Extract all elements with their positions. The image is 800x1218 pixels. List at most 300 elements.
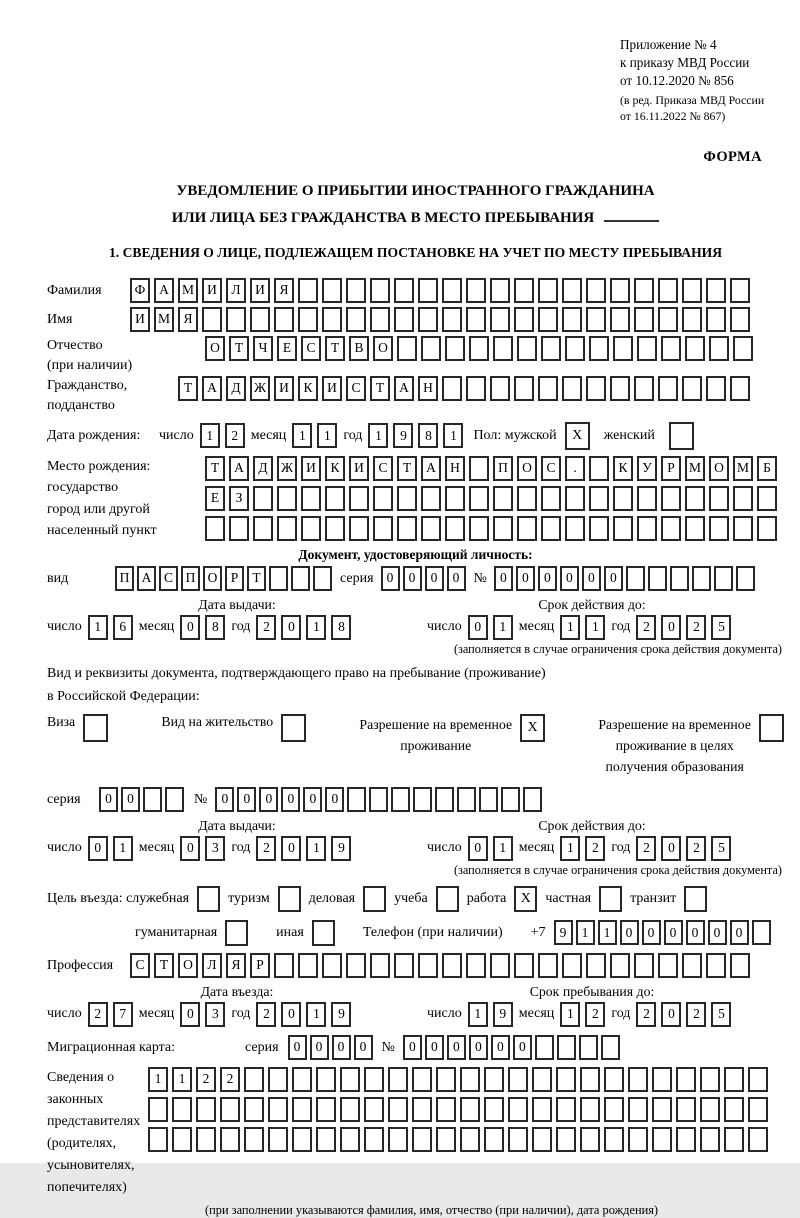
- valid-until-heading: Срок действия до:: [538, 596, 646, 612]
- char-cell: [466, 376, 486, 401]
- day-label: число: [159, 427, 194, 443]
- issue-day-cells: [88, 615, 133, 640]
- char-cell: И: [322, 376, 342, 401]
- char-cell: 1: [560, 1002, 580, 1027]
- identity-dates-headings: [47, 597, 784, 613]
- char-cell: [736, 566, 755, 591]
- char-cell: С: [159, 566, 178, 591]
- char-cell: 1: [443, 423, 463, 448]
- char-cell: 0: [281, 615, 301, 640]
- char-cell: [730, 307, 750, 332]
- char-cell: [369, 787, 388, 812]
- char-cell: [250, 307, 270, 332]
- char-cell: 1: [493, 836, 513, 861]
- char-cell: [538, 376, 558, 401]
- char-cell: 1: [113, 836, 133, 861]
- char-cell: 1: [148, 1067, 168, 1092]
- purpose-private-checkbox: [599, 886, 622, 912]
- page-title: [47, 178, 784, 232]
- char-cell: Ч: [253, 336, 273, 361]
- char-cell: [706, 278, 726, 303]
- char-cell: 1: [292, 423, 312, 448]
- char-cell: [370, 278, 390, 303]
- char-cell: [394, 278, 414, 303]
- char-cell: [523, 787, 542, 812]
- char-cell: [541, 486, 561, 511]
- char-cell: [493, 336, 513, 361]
- char-cell: [349, 486, 369, 511]
- char-cell: [586, 376, 606, 401]
- char-cell: 7: [113, 1002, 133, 1027]
- phone-label: Телефон (при наличии): [362, 924, 503, 940]
- char-cell: [292, 1097, 312, 1122]
- char-cell: [517, 336, 537, 361]
- appendix-line: от 10.12.2020 № 856: [620, 72, 734, 88]
- doc-series-label: серия: [340, 570, 374, 586]
- char-cell: [652, 1067, 672, 1092]
- char-cell: 0: [661, 615, 681, 640]
- char-cell: [442, 307, 462, 332]
- char-cell: [565, 516, 585, 541]
- purpose-humanitarian-label: гуманитарная: [135, 924, 218, 940]
- char-cell: [316, 1127, 336, 1152]
- surname-label: Фамилия: [47, 282, 102, 298]
- profession-row: [47, 953, 784, 978]
- char-cell: [277, 516, 297, 541]
- char-cell: [538, 307, 558, 332]
- char-cell: И: [301, 456, 321, 481]
- char-cell: [325, 486, 345, 511]
- purpose-work-checkbox: X: [514, 886, 537, 912]
- birthplace-row3-cells: [205, 516, 777, 541]
- char-cell: [580, 1097, 600, 1122]
- char-cell: О: [205, 336, 225, 361]
- char-cell: 0: [469, 1035, 488, 1060]
- char-cell: И: [202, 278, 222, 303]
- entry-day-cells: [88, 1002, 133, 1027]
- char-cell: З: [229, 486, 249, 511]
- char-cell: [253, 486, 273, 511]
- char-cell: М: [685, 456, 705, 481]
- title-line-2: ИЛИ ЛИЦА БЕЗ ГРАЖДАНСТВА В МЕСТО ПРЕБЫВАНИЯ: [47, 205, 784, 232]
- phone-cells: [554, 920, 771, 945]
- char-cell: О: [203, 566, 222, 591]
- char-cell: 9: [493, 1002, 513, 1027]
- char-cell: 0: [661, 1002, 681, 1027]
- char-cell: [757, 486, 777, 511]
- char-cell: К: [613, 456, 633, 481]
- purpose-business-label: деловая: [308, 890, 356, 906]
- char-cell: [556, 1127, 576, 1152]
- char-cell: [397, 486, 417, 511]
- char-cell: 1: [493, 615, 513, 640]
- char-cell: [709, 336, 729, 361]
- title-underline: [604, 207, 659, 222]
- identity-doc-row: [47, 566, 784, 591]
- char-cell: [148, 1097, 168, 1122]
- char-cell: [322, 953, 342, 978]
- char-cell: [514, 376, 534, 401]
- birthplace-label: Место рождения: государство город или другой населенный пункт: [47, 458, 157, 539]
- char-cell: П: [115, 566, 134, 591]
- char-cell: [634, 376, 654, 401]
- char-cell: [325, 516, 345, 541]
- char-cell: М: [154, 307, 174, 332]
- char-cell: [637, 516, 657, 541]
- phone-prefix: +7: [530, 924, 546, 940]
- char-cell: [724, 1067, 744, 1092]
- char-cell: [562, 953, 582, 978]
- char-cell: [418, 307, 438, 332]
- char-cell: В: [349, 336, 369, 361]
- char-cell: Н: [418, 376, 438, 401]
- residence-permit-label: Вид на жительство: [161, 713, 274, 729]
- char-cell: [565, 486, 585, 511]
- char-cell: [370, 307, 390, 332]
- char-cell: [676, 1067, 696, 1092]
- char-cell: 0: [516, 566, 535, 591]
- char-cell: 9: [331, 1002, 351, 1027]
- birthplace-row2-cells: [205, 486, 777, 511]
- char-cell: Л: [226, 278, 246, 303]
- purpose-transit-label: транзит: [630, 890, 677, 906]
- patronymic-cells: [205, 336, 753, 361]
- char-cell: 0: [468, 836, 488, 861]
- char-cell: [388, 1127, 408, 1152]
- char-cell: [601, 1035, 620, 1060]
- char-cell: А: [202, 376, 222, 401]
- identity-issue-date: число 1 6 месяц 0 8 год 2 0 1 8: [47, 615, 351, 640]
- char-cell: [604, 1097, 624, 1122]
- char-cell: [628, 1097, 648, 1122]
- birth-year-cells: [368, 423, 463, 448]
- char-cell: 0: [281, 1002, 301, 1027]
- title-line-1: УВЕДОМЛЕНИЕ О ПРИБЫТИИ ИНОСТРАННОГО ГРАЖДАНИНА: [176, 182, 655, 199]
- char-cell: [514, 307, 534, 332]
- char-cell: 2: [88, 1002, 108, 1027]
- identity-validity-note: (заполняется в случае ограничения срока действия документа): [453, 641, 782, 656]
- temp-residence-option: [359, 714, 545, 757]
- char-cell: [538, 278, 558, 303]
- char-cell: 1: [560, 615, 580, 640]
- identity-valid-date: число 0 1 месяц 1 1 год 2 0 2 5: [427, 615, 731, 640]
- char-cell: [196, 1127, 216, 1152]
- char-cell: О: [178, 953, 198, 978]
- char-cell: [172, 1097, 192, 1122]
- char-cell: Б: [757, 456, 777, 481]
- char-cell: [658, 307, 678, 332]
- entry-purpose-row-1: [47, 886, 784, 912]
- char-cell: [730, 376, 750, 401]
- char-cell: [589, 516, 609, 541]
- permit-issue-date: число 0 1 месяц 0 3 год 2 0 1 9: [47, 836, 351, 861]
- char-cell: [397, 516, 417, 541]
- char-cell: [274, 307, 294, 332]
- char-cell: [661, 336, 681, 361]
- stay-year-cells: [636, 1002, 731, 1027]
- char-cell: [493, 486, 513, 511]
- char-cell: [268, 1097, 288, 1122]
- char-cell: 2: [225, 423, 245, 448]
- char-cell: [436, 1067, 456, 1092]
- char-cell: К: [325, 456, 345, 481]
- char-cell: [752, 920, 771, 945]
- char-cell: 0: [281, 787, 300, 812]
- char-cell: [418, 953, 438, 978]
- stay-day-cells: [468, 1002, 513, 1027]
- char-cell: И: [274, 376, 294, 401]
- char-cell: 8: [418, 423, 438, 448]
- char-cell: [724, 1127, 744, 1152]
- valid-year-cells: [636, 615, 731, 640]
- char-cell: [220, 1127, 240, 1152]
- profession-cells: [130, 953, 750, 978]
- char-cell: [658, 376, 678, 401]
- char-cell: [661, 516, 681, 541]
- char-cell: [748, 1127, 768, 1152]
- citizenship-label: Гражданство, подданство: [47, 377, 128, 413]
- char-cell: 2: [686, 1002, 706, 1027]
- char-cell: [220, 1097, 240, 1122]
- char-cell: А: [394, 376, 414, 401]
- char-cell: 8: [205, 615, 225, 640]
- amendment-line: (в ред. Приказа МВД России: [620, 93, 765, 108]
- char-cell: 0: [281, 836, 301, 861]
- patronymic-label: Отчество (при наличии): [47, 337, 133, 373]
- char-cell: Ж: [277, 456, 297, 481]
- birthplace-row1-cells: [205, 456, 777, 481]
- char-cell: [349, 516, 369, 541]
- char-cell: О: [373, 336, 393, 361]
- char-cell: Т: [205, 456, 225, 481]
- identity-dates-row: [47, 615, 784, 640]
- char-cell: Т: [229, 336, 249, 361]
- char-cell: [413, 787, 432, 812]
- birthplace-cells: [205, 456, 777, 541]
- firstname-row: [47, 307, 784, 332]
- surname-cells: [130, 278, 750, 303]
- char-cell: К: [298, 376, 318, 401]
- char-cell: [490, 278, 510, 303]
- char-cell: 0: [730, 920, 749, 945]
- representatives-row: [47, 1067, 784, 1199]
- purpose-other-checkbox: [312, 920, 335, 946]
- char-cell: 2: [636, 836, 656, 861]
- char-cell: [421, 486, 441, 511]
- char-cell: [532, 1067, 552, 1092]
- char-cell: [435, 787, 454, 812]
- char-cell: 0: [303, 787, 322, 812]
- char-cell: [253, 516, 273, 541]
- char-cell: И: [130, 307, 150, 332]
- char-cell: 1: [88, 615, 108, 640]
- char-cell: [466, 953, 486, 978]
- char-cell: [490, 953, 510, 978]
- char-cell: [634, 307, 654, 332]
- char-cell: [346, 953, 366, 978]
- char-cell: 1: [317, 423, 337, 448]
- char-cell: [700, 1097, 720, 1122]
- permit-series-row: [47, 787, 784, 812]
- char-cell: [541, 516, 561, 541]
- char-cell: 0: [447, 1035, 466, 1060]
- char-cell: [565, 336, 585, 361]
- char-cell: [322, 278, 342, 303]
- char-cell: [394, 307, 414, 332]
- char-cell: [682, 307, 702, 332]
- char-cell: [148, 1127, 168, 1152]
- stay-until-date: число 1 9 месяц 1 2 год 2 0 2 5: [427, 1002, 731, 1027]
- char-cell: [364, 1097, 384, 1122]
- representatives-row3-cells: [148, 1127, 768, 1152]
- char-cell: 0: [180, 836, 200, 861]
- char-cell: [634, 278, 654, 303]
- representatives-row1-cells: [148, 1067, 768, 1092]
- char-cell: Т: [325, 336, 345, 361]
- char-cell: Р: [250, 953, 270, 978]
- char-cell: 0: [99, 787, 118, 812]
- char-cell: 0: [215, 787, 234, 812]
- char-cell: [634, 953, 654, 978]
- char-cell: Р: [225, 566, 244, 591]
- permit-valid-date: число 0 1 месяц 1 2 год 2 0 2 5: [427, 836, 731, 861]
- char-cell: [700, 1127, 720, 1152]
- char-cell: [733, 516, 753, 541]
- char-cell: 0: [403, 1035, 422, 1060]
- char-cell: 0: [604, 566, 623, 591]
- char-cell: [535, 1035, 554, 1060]
- char-cell: 0: [180, 1002, 200, 1027]
- char-cell: [604, 1127, 624, 1152]
- char-cell: 0: [513, 1035, 532, 1060]
- char-cell: [682, 953, 702, 978]
- char-cell: 0: [447, 566, 466, 591]
- char-cell: [244, 1127, 264, 1152]
- char-cell: 0: [642, 920, 661, 945]
- char-cell: [580, 1067, 600, 1092]
- birthdate-label: Дата рождения:: [47, 428, 141, 444]
- valid-day-cells: [468, 615, 513, 640]
- purpose-other-label: иная: [276, 924, 304, 940]
- birthplace-row: [47, 456, 784, 542]
- char-cell: А: [137, 566, 156, 591]
- char-cell: И: [349, 456, 369, 481]
- char-cell: 3: [205, 836, 225, 861]
- char-cell: Т: [178, 376, 198, 401]
- char-cell: 0: [354, 1035, 373, 1060]
- char-cell: [394, 953, 414, 978]
- char-cell: [244, 1067, 264, 1092]
- entry-dates-headings: [47, 984, 784, 1000]
- char-cell: Я: [178, 307, 198, 332]
- char-cell: [397, 336, 417, 361]
- char-cell: 2: [636, 615, 656, 640]
- char-cell: [709, 486, 729, 511]
- char-cell: [610, 953, 630, 978]
- char-cell: [557, 1035, 576, 1060]
- char-cell: [364, 1067, 384, 1092]
- char-cell: 2: [196, 1067, 216, 1092]
- migration-card-row: [47, 1035, 784, 1060]
- permit-valid-day-cells: [468, 836, 513, 861]
- char-cell: [685, 336, 705, 361]
- char-cell: [346, 278, 366, 303]
- char-cell: [589, 486, 609, 511]
- char-cell: [586, 307, 606, 332]
- char-cell: 2: [256, 836, 276, 861]
- purpose-tourism-checkbox: [278, 886, 301, 912]
- profession-label: Профессия: [47, 957, 114, 973]
- char-cell: [469, 486, 489, 511]
- char-cell: 2: [220, 1067, 240, 1092]
- char-cell: [291, 566, 310, 591]
- permit-valid-year-cells: [636, 836, 731, 861]
- char-cell: [484, 1067, 504, 1092]
- char-cell: [292, 1127, 312, 1152]
- char-cell: 0: [582, 566, 601, 591]
- char-cell: Т: [370, 376, 390, 401]
- valid-month-cells: [560, 615, 605, 640]
- char-cell: [460, 1097, 480, 1122]
- char-cell: [490, 376, 510, 401]
- char-cell: [298, 953, 318, 978]
- char-cell: [346, 307, 366, 332]
- char-cell: [562, 307, 582, 332]
- permit-issue-day-cells: [88, 836, 133, 861]
- char-cell: [517, 516, 537, 541]
- char-cell: [501, 787, 520, 812]
- char-cell: М: [733, 456, 753, 481]
- char-cell: А: [229, 456, 249, 481]
- char-cell: [412, 1097, 432, 1122]
- char-cell: С: [373, 456, 393, 481]
- char-cell: [469, 336, 489, 361]
- appendix-line: Приложение № 4: [620, 37, 717, 52]
- permit-valid-month-cells: [560, 836, 605, 861]
- char-cell: 0: [88, 836, 108, 861]
- char-cell: [274, 953, 294, 978]
- firstname-label: Имя: [47, 311, 73, 327]
- citizenship-row: [47, 376, 784, 416]
- char-cell: [469, 456, 489, 481]
- migration-number-label: №: [381, 1039, 395, 1055]
- char-cell: [370, 953, 390, 978]
- char-cell: [373, 486, 393, 511]
- char-cell: [532, 1097, 552, 1122]
- char-cell: [418, 278, 438, 303]
- purpose-study-checkbox: [436, 886, 459, 912]
- residence-permit-checkbox: [281, 714, 306, 742]
- char-cell: 2: [686, 836, 706, 861]
- char-cell: [637, 486, 657, 511]
- char-cell: [613, 336, 633, 361]
- char-cell: 0: [237, 787, 256, 812]
- entry-date-heading: Дата въезда:: [200, 983, 274, 999]
- purpose-tourism-label: туризм: [228, 890, 270, 906]
- female-label: женский: [603, 428, 655, 444]
- char-cell: [706, 953, 726, 978]
- char-cell: [490, 307, 510, 332]
- permit-issue-year-cells: [256, 836, 351, 861]
- month-label: месяц: [250, 427, 287, 443]
- char-cell: [412, 1127, 432, 1152]
- char-cell: О: [709, 456, 729, 481]
- char-cell: 1: [560, 836, 580, 861]
- char-cell: [730, 278, 750, 303]
- char-cell: [277, 486, 297, 511]
- char-cell: [733, 486, 753, 511]
- char-cell: 0: [288, 1035, 307, 1060]
